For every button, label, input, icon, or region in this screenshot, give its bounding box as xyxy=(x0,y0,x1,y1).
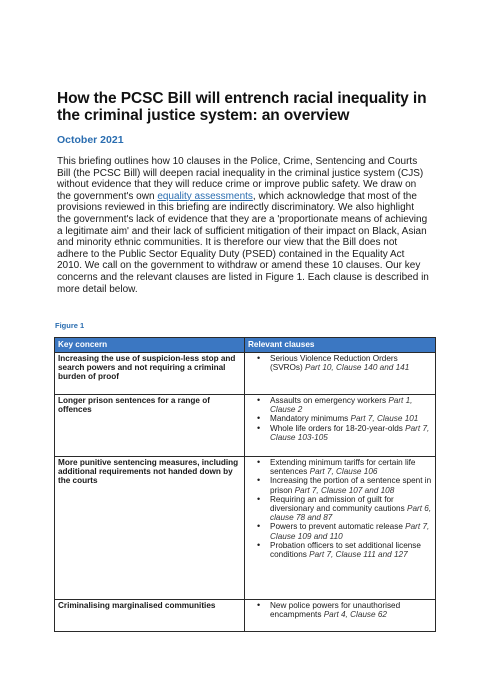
clause-item xyxy=(270,424,432,442)
clause-text: Powers to prevent automatic release xyxy=(270,522,406,532)
concern-cell: Increasing the use of suspicion-less stop and search powers and not requiring a criminal burden of proof xyxy=(55,353,245,395)
table-header-row xyxy=(55,338,436,353)
clause-ref: Part 6, clause 78 and 87 xyxy=(270,504,432,523)
concerns-table xyxy=(54,337,436,632)
intro-paragraph xyxy=(57,156,429,295)
table-row xyxy=(55,600,436,632)
clause-item xyxy=(270,601,432,619)
clauses-cell xyxy=(245,600,436,632)
clause-text: New police powers for unauthorised encampments xyxy=(270,601,401,620)
clause-text: Requiring an admission of guilt for diversionary and community cautions xyxy=(270,494,407,514)
clauses-cell xyxy=(245,457,436,600)
concern-cell: More punitive sentencing measures, including additional requirements not handed down by the courts xyxy=(55,457,245,600)
clause-item xyxy=(270,414,432,423)
clause-item xyxy=(270,522,432,540)
clause-list xyxy=(248,396,432,442)
clause-text: Serious Violence Reduction Orders (SVROs) xyxy=(270,354,398,373)
clause-text: Mandatory minimums xyxy=(270,414,351,424)
clause-text: Probation officers to set additional license conditions xyxy=(270,540,421,560)
clauses-cell xyxy=(245,353,436,395)
clause-ref: Part 10, Clause 140 and 141 xyxy=(305,363,410,373)
clause-ref: Part 7, Clause 111 and 127 xyxy=(309,550,408,560)
publication-date: October 2021 xyxy=(57,134,124,146)
table-row xyxy=(55,457,436,600)
clauses-cell xyxy=(245,395,436,457)
intro-text-before-link: This briefing outlines how 10 clauses in the Police, Crime, Sentencing and Courts Bill (the PCSC Bill) will deepen racial inequality in the criminal justice system (CJS) without evidence that they will reduce crime or improve public safety. We draw on the government's own xyxy=(57,156,424,202)
clause-item xyxy=(270,354,432,372)
clause-ref: Part 7, Clause 106 xyxy=(309,467,378,477)
clause-ref: Part 4, Clause 62 xyxy=(323,610,387,620)
clause-ref: Part 7, Clause 103-105 xyxy=(270,423,430,442)
clause-ref: Part 7, Clause 109 and 110 xyxy=(270,522,430,541)
clause-item xyxy=(270,396,432,414)
concern-cell: Longer prison sentences for a range of offences xyxy=(55,395,245,457)
page-title: How the PCSC Bill will entrench racial inequality in the criminal justice system: an overview xyxy=(57,90,427,124)
clause-item xyxy=(270,541,432,559)
clause-text: Assaults on emergency workers xyxy=(270,396,389,405)
clause-ref: Part 7, Clause 107 and 108 xyxy=(294,485,395,495)
equality-assessments-link[interactable]: equality assessments xyxy=(157,190,253,202)
clause-item xyxy=(270,458,432,476)
clause-list xyxy=(248,458,432,559)
clause-text: Whole life orders for 18-20-year-olds xyxy=(270,423,406,433)
clause-list xyxy=(248,601,432,619)
figure-label: Figure 1 xyxy=(55,321,85,330)
clause-ref: Part 1, Clause 2 xyxy=(270,396,413,415)
clause-item xyxy=(270,495,432,523)
header-relevant-clauses: Relevant clauses xyxy=(245,338,436,353)
clause-ref: Part 7, Clause 101 xyxy=(350,414,419,424)
intro-text-after-link: , which acknowledge that most of the provisions reviewed in this briefing are indirectly discriminatory. We also highlight the government's lack of evidence that they are a 'proportionate means of achieving a legitimate aim' and their lack of sufficient mitigation of their impact on Black, Asian and minority ethnic communities. It is therefore our view that the Bill does not adhere to the Public Sector Equality Duty (PSED) contained in the Equality Act 2010. We call on the government to withdraw or amend these 10 clauses. Our key concerns and the relevant clauses are listed in Figure 1. Each clause is described in more detail below. xyxy=(57,190,429,295)
clause-list xyxy=(248,354,432,372)
clause-text: Increasing the portion of a sentence spent in prison xyxy=(270,476,432,495)
concern-cell: Criminalising marginalised communities xyxy=(55,600,245,632)
clause-text: Extending minimum tariffs for certain life sentences xyxy=(270,458,416,477)
clause-item xyxy=(270,476,432,494)
table-row xyxy=(55,353,436,395)
header-key-concern: Key concern xyxy=(55,338,245,353)
table-row xyxy=(55,395,436,457)
